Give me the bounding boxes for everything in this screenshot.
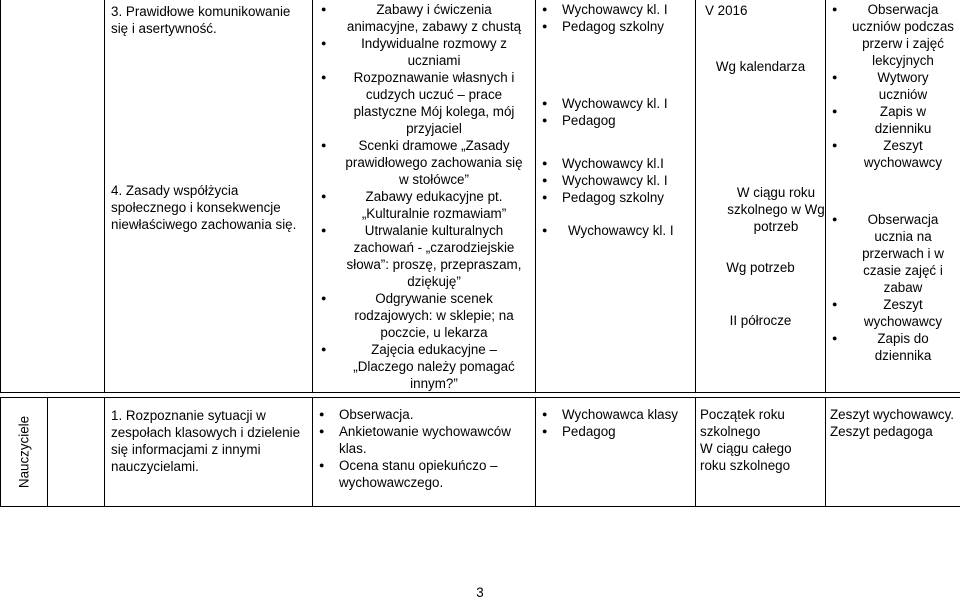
evaluation-item: ● Zapis do dziennika — [826, 330, 954, 364]
timeline-item: II półrocze — [696, 312, 825, 329]
teacher-activity-item: ● Ankietowanie wychowawców klas. — [313, 423, 531, 457]
activities-list — [313, 0, 535, 392]
timeline-item: Wg kalendarza — [696, 58, 825, 75]
teacher-evaluation: Zeszyt wychowawcy. Zeszyt pedagoga — [826, 398, 960, 440]
page-number: 3 — [0, 584, 960, 601]
evaluation-list-2 — [826, 171, 960, 364]
label-divider — [47, 398, 48, 507]
plan-table-teachers — [0, 397, 960, 507]
vertical-label — [1, 398, 47, 506]
evaluation-list-1 — [826, 0, 960, 171]
empty-left-cell — [1, 0, 105, 393]
teacher-activities-list — [313, 398, 535, 491]
evaluation-cell — [826, 0, 960, 393]
teacher-activity-item: ● Ocena stanu opiekuńczo – wychowawczego. — [313, 457, 531, 491]
responsible-item: ● Pedagog szkolny — [536, 18, 691, 35]
activities-cell — [313, 0, 536, 393]
activity-item: ● Indywidualne rozmowy z uczniami — [315, 35, 527, 69]
evaluation-item: ● Obserwacja ucznia na przerwach i w czasie zajęć i zabaw — [826, 211, 954, 296]
activity-item: ● Zajęcia edukacyjne – „Dlaczego należy pomagać innym?” — [315, 341, 527, 392]
teacher-evaluation-cell — [826, 398, 960, 507]
activity-item: ● Odgrywanie scenek rodzajowych: w sklepie; na poczcie, u lekarza — [315, 290, 527, 341]
teacher-topic-cell — [105, 398, 313, 507]
evaluation-item: ● Wytwory uczniów — [826, 69, 954, 103]
responsible-item: ● Wychowawcy kl.I — [536, 155, 691, 172]
group-label-cell — [1, 398, 105, 507]
timeline-item: Wg potrzeb — [696, 259, 825, 276]
evaluation-item: ● Zeszyt wychowawcy — [826, 137, 954, 171]
responsible-item: ● Wychowawcy kl. I — [536, 222, 691, 239]
teacher-responsible-item: ● Wychowawca klasy — [536, 406, 691, 423]
teacher-timeline: Początek roku szkolnego W ciągu całego roku szkolnego — [696, 398, 825, 474]
responsible-item: ● Wychowawcy kl. I — [536, 1, 691, 18]
activity-item: ● Zabawy i ćwiczenia animacyjne, zabawy z chustą — [315, 1, 527, 35]
responsible-item: ● Wychowawcy kl. I — [536, 172, 691, 189]
timeline-cell — [696, 0, 826, 393]
topic-item-3: 3. Prawidłowe komunikowanie się i asertywność. — [111, 3, 307, 37]
activity-item: ● Utrwalanie kulturalnych zachowań - „czarodziejskie słowa”: proszę, przepraszam, dziękuję” — [315, 222, 527, 290]
responsible-item: ● Pedagog szkolny — [536, 189, 691, 206]
teacher-responsible-cell — [536, 398, 696, 507]
timeline-item: V 2016 — [696, 2, 825, 19]
teacher-responsible-list — [536, 398, 695, 440]
teacher-topic: 1. Rozpoznanie sytuacji w zespołach klasowych i dzielenie się informacjami z innymi nauczycielami. — [105, 398, 312, 475]
evaluation-item: ● Obserwacja uczniów podczas przerw i zajęć lekcyjnych — [826, 1, 954, 69]
evaluation-item: ● Zeszyt wychowawcy — [826, 296, 954, 330]
responsible-item: ● Pedagog — [536, 112, 691, 129]
teacher-activity-item: ● Obserwacja. — [313, 406, 531, 423]
responsible-list — [536, 0, 695, 239]
evaluation-item: ● Zapis w dzienniku — [826, 103, 954, 137]
activity-item: ● Rozpoznawanie własnych i cudzych uczuć – prace plastyczne Mój kolega, mój przyjaciel — [315, 69, 527, 137]
teacher-responsible-item: ● Pedagog — [536, 423, 691, 440]
timeline-item: W ciągu roku szkolnego w Wg potrzeb — [721, 184, 831, 235]
vertical-label-text: Nauczyciele — [16, 416, 33, 488]
teacher-activities-cell — [313, 398, 536, 507]
responsible-item: ● Wychowawcy kl. I — [536, 95, 691, 112]
topic-item-4: 4. Zasady współżycia społecznego i konsekwencje niewłaściwego zachowania się. — [111, 182, 307, 233]
teacher-timeline-cell — [696, 398, 826, 507]
responsible-cell — [536, 0, 696, 393]
activity-item: ● Scenki dramowe „Zasady prawidłowego zachowania się w stołówce” — [315, 137, 527, 188]
activity-item: ● Zabawy edukacyjne pt. „Kulturalnie rozmawiam” — [315, 188, 527, 222]
topics-cell — [105, 0, 313, 393]
